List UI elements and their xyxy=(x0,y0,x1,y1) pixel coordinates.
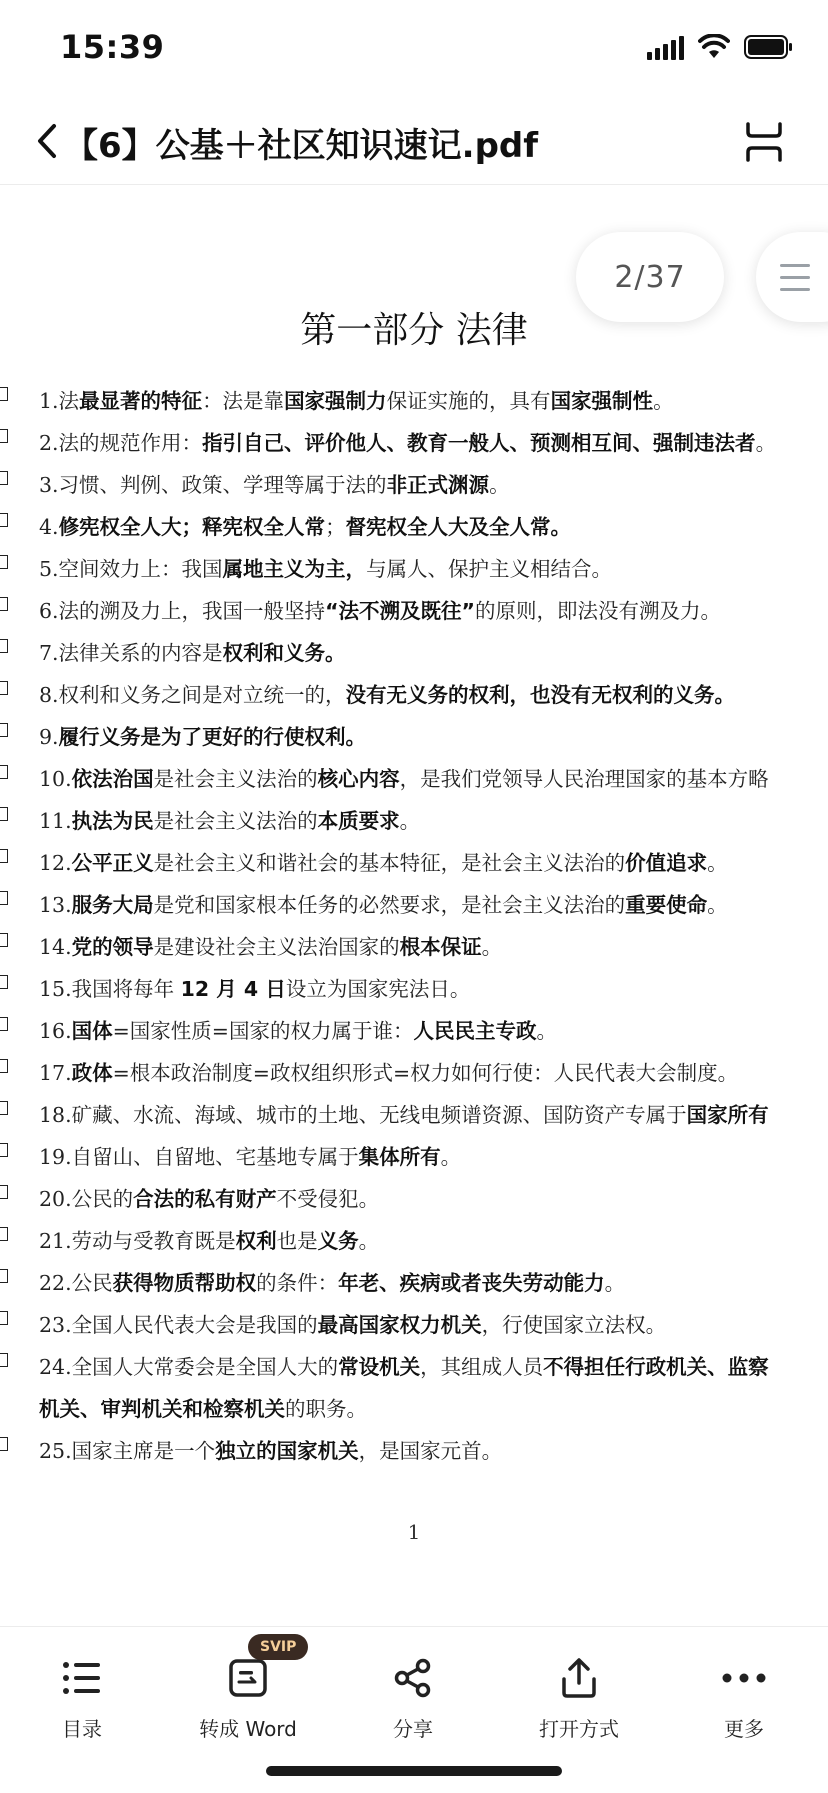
checkbox-icon xyxy=(0,555,8,569)
bold-segment: 合法的私有财产 xyxy=(133,1187,277,1211)
document-line-continuation xyxy=(0,1384,828,1426)
text-segment: 是社会主义和谐社会的基本特征，是社会主义法治的 xyxy=(153,851,626,875)
text-segment: 25.国家主席是一个 xyxy=(39,1439,216,1463)
text-segment: ，其组成人员 xyxy=(420,1355,544,1379)
text-segment: 22.公民 xyxy=(39,1271,113,1295)
bold-segment: 国家强制性 xyxy=(550,389,654,413)
line-text xyxy=(39,510,571,540)
document-line xyxy=(0,712,828,754)
text-segment: 23.全国人民代表大会是我国的 xyxy=(39,1313,318,1337)
text-segment: 21.劳动与受教育既是 xyxy=(39,1229,236,1253)
line-text xyxy=(39,888,728,918)
document-line xyxy=(0,502,828,544)
bold-segment: 国家强制力 xyxy=(284,389,387,413)
line-text xyxy=(39,426,776,456)
line-text xyxy=(39,1014,557,1044)
word-convert-icon xyxy=(173,1655,323,1701)
document-line xyxy=(0,544,828,586)
text-segment: 是建设社会主义法治国家的 xyxy=(153,935,400,959)
line-text xyxy=(39,594,721,624)
status-bar xyxy=(0,0,828,100)
bold-segment: 本质要求 xyxy=(317,809,400,833)
text-segment: 19.自留山、自留地、宅基地专属于 xyxy=(39,1145,359,1169)
line-text xyxy=(39,762,769,792)
cellular-signal-icon xyxy=(647,34,684,60)
checkbox-icon xyxy=(0,1101,8,1115)
document-line xyxy=(0,1048,828,1090)
text-segment: 也是 xyxy=(276,1229,318,1253)
toolbar-open-with-button[interactable] xyxy=(504,1655,654,1742)
text-segment: 。 xyxy=(536,1019,557,1043)
checkbox-icon xyxy=(0,723,8,737)
bold-segment: 重要使命 xyxy=(625,893,708,917)
text-segment: 20.公民的 xyxy=(39,1187,134,1211)
toolbar-label: 打开方式 xyxy=(539,1717,619,1741)
bold-segment: 国体 xyxy=(71,1019,113,1043)
checkbox-icon xyxy=(0,807,8,821)
text-segment: 11. xyxy=(39,809,72,833)
line-text xyxy=(39,720,366,750)
text-segment: 6.法的溯及力上，我国一般坚持 xyxy=(39,599,326,623)
bold-segment: 没有无义务的权利，也没有无权利的义务。 xyxy=(345,683,736,707)
document-line xyxy=(0,1006,828,1048)
bold-segment: 依法治国 xyxy=(71,767,154,791)
checkbox-icon xyxy=(0,975,8,989)
document-line xyxy=(0,670,828,712)
bold-segment: 年老、疾病或者丧失劳动能力 xyxy=(338,1271,605,1295)
bold-segment: 属地主义为主， xyxy=(222,557,367,581)
text-segment: 。 xyxy=(399,809,421,833)
wifi-icon xyxy=(698,34,730,60)
toolbar-label: 转成 Word xyxy=(199,1717,297,1741)
text-segment: 的原则，即法没有溯及力。 xyxy=(475,599,722,623)
line-text xyxy=(39,1056,738,1086)
checkbox-icon xyxy=(0,597,8,611)
bold-segment: 党的领导 xyxy=(71,935,154,959)
bold-segment: 公平正义 xyxy=(71,851,154,875)
bold-segment: 独立的国家机关 xyxy=(215,1439,359,1463)
toolbar-more-button[interactable] xyxy=(669,1655,819,1742)
text-segment: 10. xyxy=(39,767,72,791)
text-segment: ：法是靠 xyxy=(202,389,285,413)
checkbox-icon xyxy=(0,471,8,485)
bold-segment: 最高国家权力机关 xyxy=(317,1313,482,1337)
bold-segment: 履行义务是为了更好的行使权利。 xyxy=(58,725,367,749)
bold-segment: 人民民主专政 xyxy=(413,1019,537,1043)
bold-segment: 常设机关 xyxy=(338,1355,421,1379)
bold-segment: 督宪权全人大及全人常。 xyxy=(345,515,572,539)
checkbox-icon xyxy=(0,1311,8,1325)
checkbox-icon xyxy=(0,513,8,527)
document-line xyxy=(0,964,828,1006)
text-segment: 。 xyxy=(440,1145,462,1169)
bold-segment: 政体 xyxy=(71,1061,113,1085)
text-segment: ，是我们党领导人民治理国家的基本方略 xyxy=(399,767,769,791)
bold-segment: 机关、审判机关和检察机关 xyxy=(39,1397,285,1421)
text-segment: 。 xyxy=(489,473,510,497)
text-segment: 保证实施的，具有 xyxy=(386,389,551,413)
more-icon xyxy=(669,1655,819,1701)
line-text xyxy=(39,636,346,666)
text-segment: 2.法的规范作用： xyxy=(39,431,203,455)
document-line xyxy=(0,1300,828,1342)
back-button[interactable] xyxy=(28,118,68,164)
checkbox-icon xyxy=(0,1017,8,1031)
list-icon xyxy=(7,1655,157,1701)
line-text xyxy=(39,1308,666,1338)
line-text xyxy=(39,552,612,582)
document-line xyxy=(0,628,828,670)
text-segment: 15.我国将每年 xyxy=(39,977,181,1001)
text-segment: =国家性质=国家的权力属于谁： xyxy=(112,1019,414,1043)
text-segment: 9. xyxy=(39,725,59,749)
bold-segment: 最显著的特征 xyxy=(79,389,203,413)
text-segment: ，行使国家立法权。 xyxy=(481,1313,667,1337)
checkbox-icon xyxy=(0,1353,8,1367)
document-line xyxy=(0,586,828,628)
document-line xyxy=(0,460,828,502)
bold-segment: 执法为民 xyxy=(71,809,154,833)
bold-segment: 指引自己、评价他人、教育一般人、预测相互间、强制违法者 xyxy=(202,431,756,455)
checkbox-icon xyxy=(0,1059,8,1073)
chevron-left-icon xyxy=(28,118,68,164)
line-text xyxy=(39,972,470,1002)
text-segment: 。 xyxy=(604,1271,626,1295)
text-segment: 。 xyxy=(481,935,503,959)
text-segment: 。 xyxy=(707,893,728,917)
document-line xyxy=(0,838,828,880)
text-segment: 7.法律关系的内容是 xyxy=(39,641,223,665)
document-line xyxy=(0,922,828,964)
document-heading: 第一部分 法律 xyxy=(300,310,528,351)
bold-segment: 根本保证 xyxy=(399,935,482,959)
document-line xyxy=(0,1216,828,1258)
line-text xyxy=(39,930,502,960)
status-time: 15:39 xyxy=(60,28,165,66)
bold-segment: 价值追求 xyxy=(625,851,708,875)
bold-segment: 获得物质帮助权 xyxy=(112,1271,257,1295)
bold-segment: 服务大局 xyxy=(71,893,154,917)
line-text xyxy=(39,468,510,498)
document-line xyxy=(0,880,828,922)
bold-segment: 不得担任行政机关、监察 xyxy=(543,1355,769,1379)
line-text xyxy=(39,1098,769,1128)
checkbox-icon xyxy=(0,387,8,401)
text-segment: 的条件： xyxy=(256,1271,339,1295)
upload-icon xyxy=(504,1655,654,1701)
status-icons xyxy=(647,34,794,60)
bold-segment: 权利 xyxy=(235,1229,277,1253)
share-icon xyxy=(338,1655,488,1701)
document-line xyxy=(0,1090,828,1132)
text-segment: 8.权利和义务之间是对立统一的， xyxy=(39,683,346,707)
bold-segment: 非正式渊源 xyxy=(386,473,490,497)
toolbar-label: 目录 xyxy=(62,1717,102,1741)
toolbar-convert-word-button[interactable] xyxy=(173,1655,323,1742)
text-segment: 是社会主义法治的 xyxy=(153,767,318,791)
document-line xyxy=(0,754,828,796)
fit-width-button[interactable] xyxy=(742,120,786,164)
line-text xyxy=(39,804,420,834)
line-text xyxy=(39,1140,461,1170)
line-text xyxy=(39,1434,502,1464)
line-text xyxy=(39,1182,379,1212)
line-text xyxy=(39,1224,379,1254)
checkbox-icon xyxy=(0,1143,8,1157)
bold-segment: 修宪权全人大；释宪权全人常 xyxy=(58,515,326,539)
text-segment: 24.全国人大常委会是全国人大的 xyxy=(39,1355,339,1379)
checkbox-icon xyxy=(0,765,8,779)
bold-segment: 集体所有 xyxy=(358,1145,441,1169)
text-segment: 5.空间效力上：我国 xyxy=(39,557,223,581)
title-bar xyxy=(0,100,828,185)
document-line xyxy=(0,1342,828,1384)
home-indicator[interactable] xyxy=(266,1766,562,1776)
text-segment: 。 xyxy=(653,389,674,413)
text-segment: 13. xyxy=(39,893,72,917)
checkbox-icon xyxy=(0,1437,8,1451)
document-line xyxy=(0,1132,828,1174)
checkbox-icon xyxy=(0,1227,8,1241)
text-segment: 。 xyxy=(707,851,728,875)
line-text xyxy=(39,1350,769,1380)
battery-icon xyxy=(744,34,794,60)
document-line xyxy=(0,1174,828,1216)
checkbox-icon xyxy=(0,1269,8,1283)
text-segment: 4. xyxy=(39,515,59,539)
text-segment: =根本政治制度=政权组织形式=权力如何行使：人民代表大会制度。 xyxy=(112,1061,739,1085)
checkbox-icon xyxy=(0,681,8,695)
document-line xyxy=(0,376,828,418)
checkbox-icon xyxy=(0,933,8,947)
text-segment: 14. xyxy=(39,935,72,959)
text-segment: 的职务。 xyxy=(285,1397,367,1421)
text-segment: 是党和国家根本任务的必然要求，是社会主义法治的 xyxy=(153,893,626,917)
line-text xyxy=(39,384,674,414)
document-line xyxy=(0,796,828,838)
text-segment: ，是国家元首。 xyxy=(358,1439,503,1463)
text-segment: 。 xyxy=(755,431,777,455)
bold-segment: 12 月 4 日 xyxy=(180,977,286,1001)
bold-segment: 义务 xyxy=(317,1229,359,1253)
page-indicator[interactable]: 2/37 xyxy=(576,232,724,322)
text-segment: 3.习惯、判例、政策、学理等属于法的 xyxy=(39,473,387,497)
checkbox-icon xyxy=(0,639,8,653)
document-line xyxy=(0,1258,828,1300)
document-line xyxy=(0,418,828,460)
checkbox-icon xyxy=(0,1185,8,1199)
text-segment: 是社会主义法治的 xyxy=(153,809,318,833)
text-segment: ； xyxy=(325,515,346,539)
text-segment: 17. xyxy=(39,1061,72,1085)
text-segment: 18.矿藏、水流、海域、城市的土地、无线电频谱资源、国防资产专属于 xyxy=(39,1103,687,1127)
line-text xyxy=(39,846,728,876)
document-title: 【6】公基＋社区知识速记.pdf xyxy=(64,126,539,166)
toolbar-toc-button[interactable] xyxy=(7,1655,157,1742)
text-segment: 16. xyxy=(39,1019,72,1043)
toolbar-label: 分享 xyxy=(393,1717,433,1741)
text-segment: 1.法 xyxy=(39,389,80,413)
document-line xyxy=(0,1426,828,1468)
checkbox-icon xyxy=(0,429,8,443)
text-segment: 与属人、保护主义相结合。 xyxy=(366,557,613,581)
bold-segment: “法不溯及既往” xyxy=(325,599,476,623)
fit-width-icon xyxy=(742,120,786,164)
svip-badge: SVIP xyxy=(248,1634,308,1660)
bold-segment: 国家所有 xyxy=(686,1103,769,1127)
bold-segment: 核心内容 xyxy=(317,767,400,791)
document-body xyxy=(0,376,828,1468)
text-segment: 。 xyxy=(358,1229,380,1253)
toolbar-share-button[interactable] xyxy=(338,1655,488,1742)
line-text xyxy=(39,1266,625,1296)
toolbar-label: 更多 xyxy=(724,1717,764,1741)
bold-segment: 权利和义务。 xyxy=(222,641,346,665)
checkbox-icon xyxy=(0,849,8,863)
page-number: 1 xyxy=(407,1520,421,1544)
text-segment: 不受侵犯。 xyxy=(276,1187,380,1211)
line-text xyxy=(39,1392,367,1422)
checkbox-icon xyxy=(0,891,8,905)
line-text xyxy=(39,678,735,708)
text-segment: 设立为国家宪法日。 xyxy=(285,977,471,1001)
text-segment: 12. xyxy=(39,851,72,875)
